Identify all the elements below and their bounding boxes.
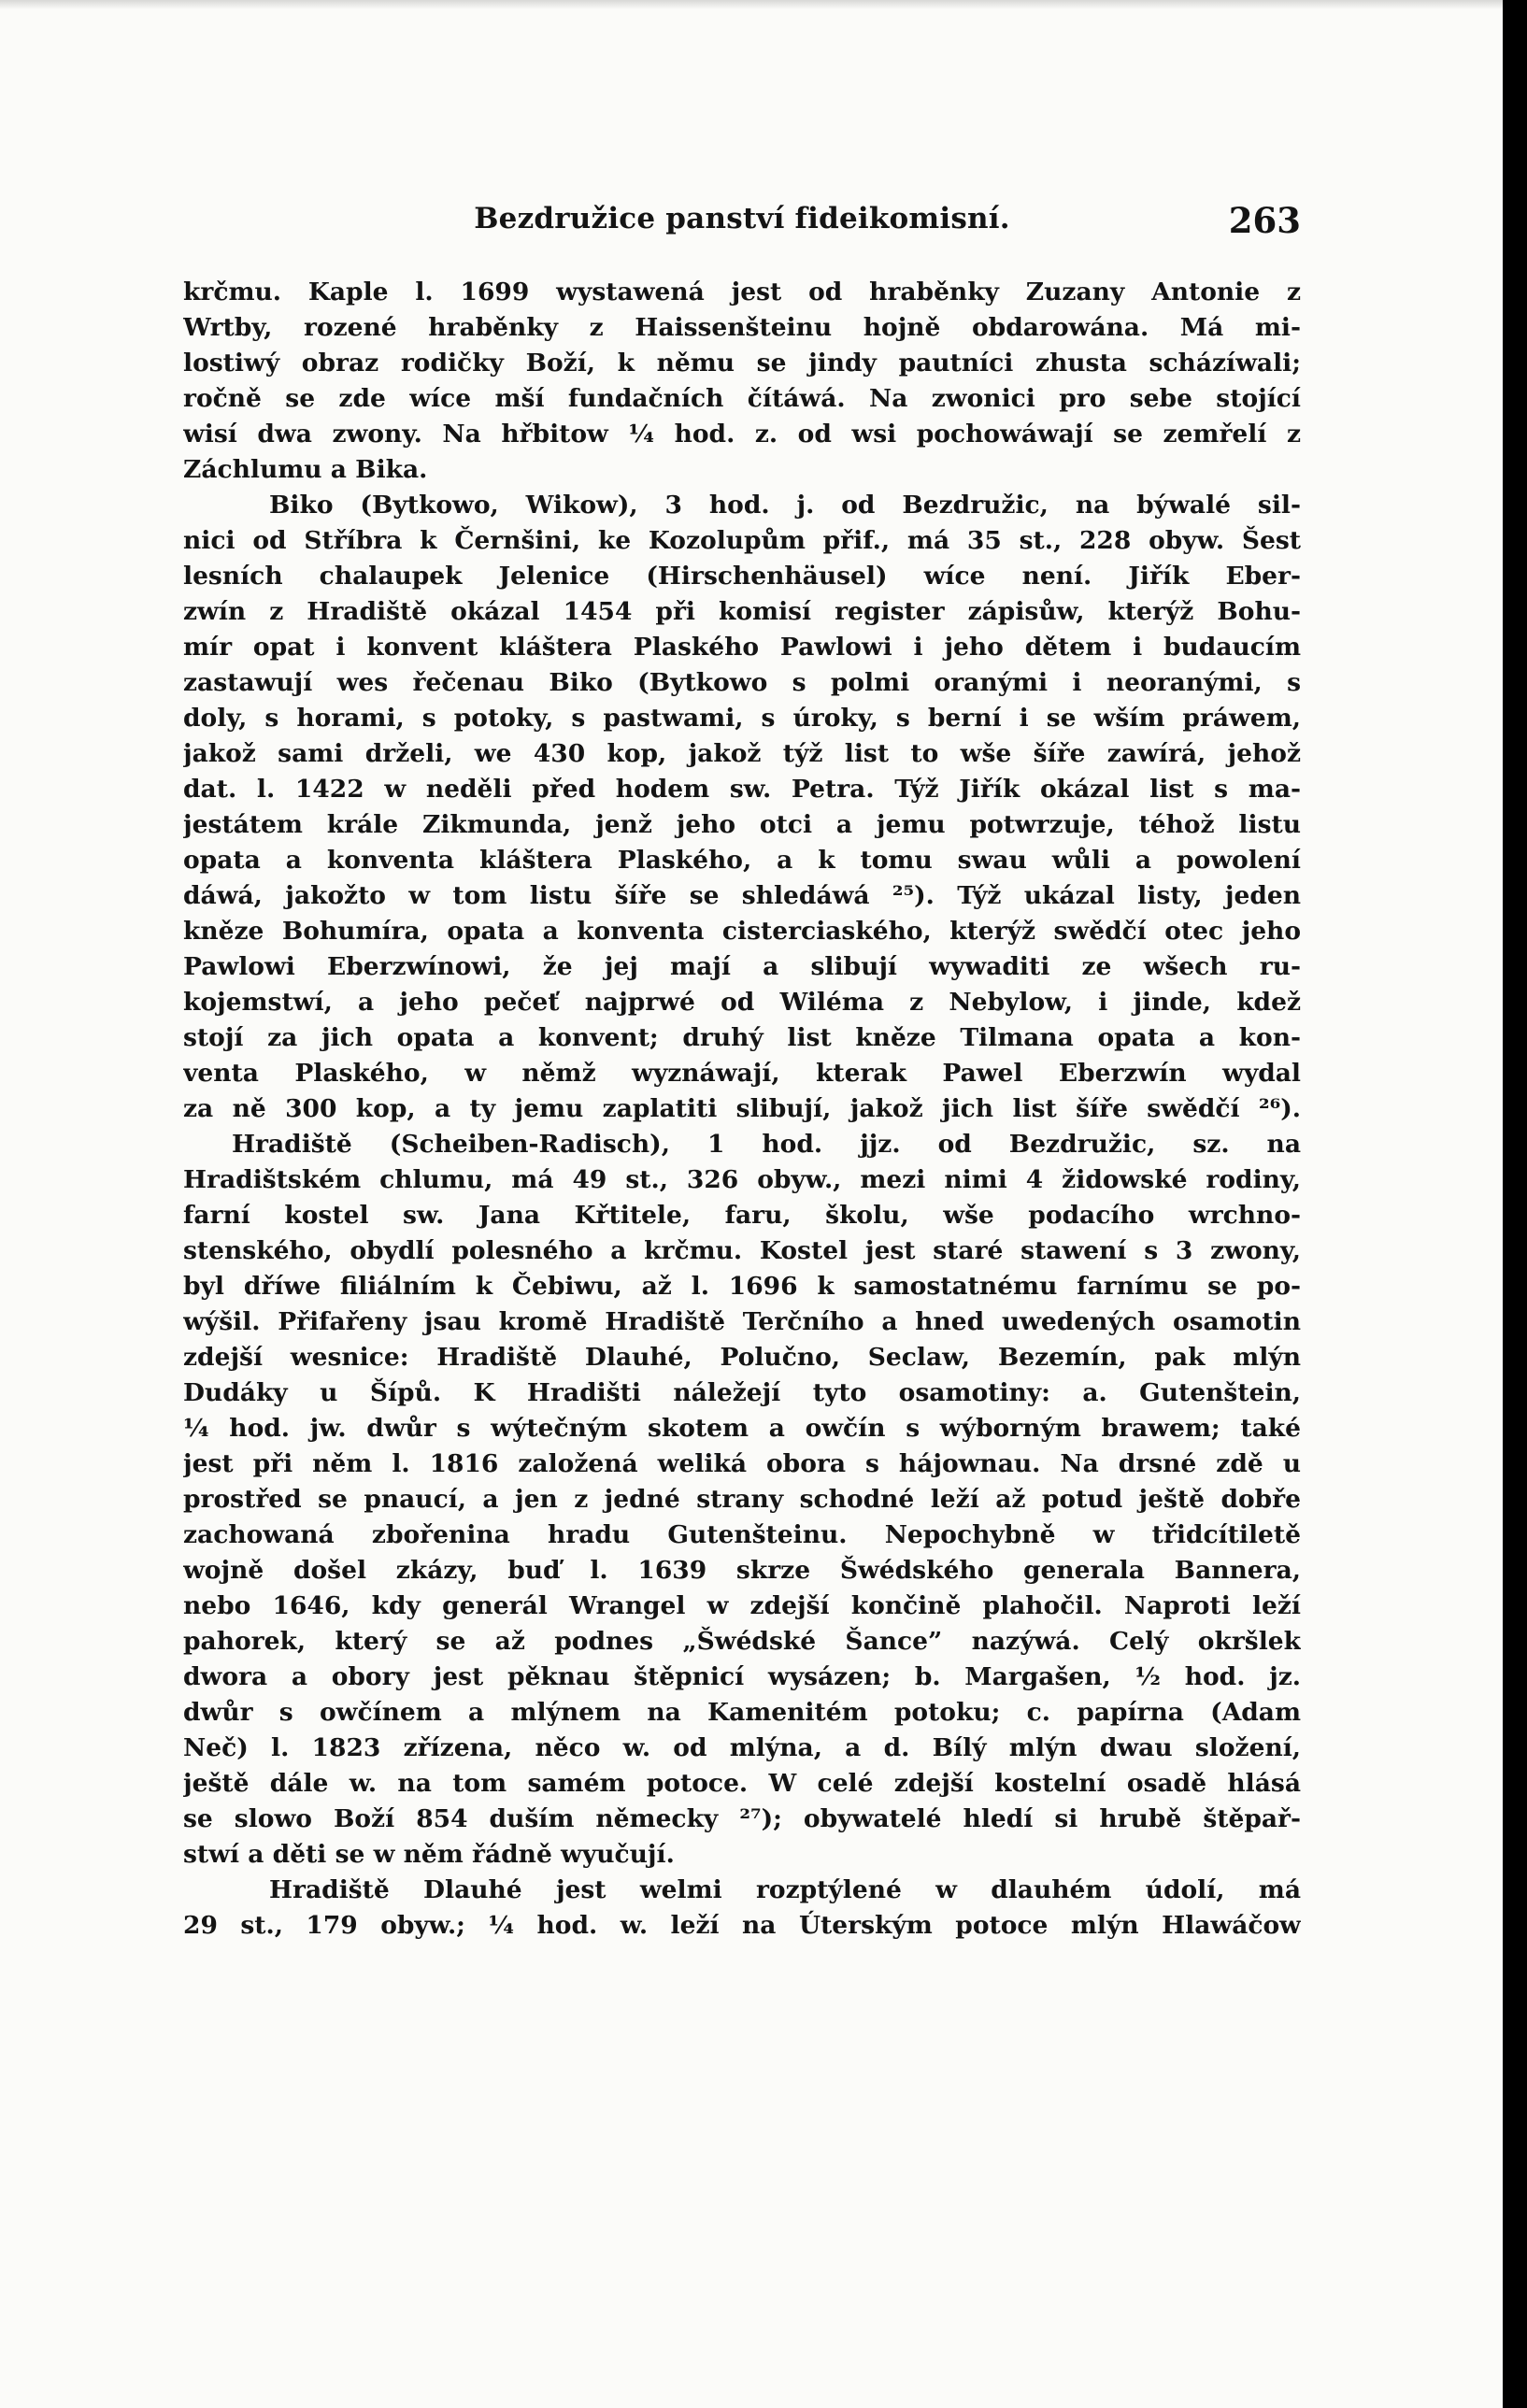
running-title: Bezdružice panství fideikomisní. bbox=[474, 202, 1010, 235]
text-line: pahorek, který se až podnes „Šwédské Šance” nazýwá. Celý okršlek bbox=[183, 1627, 1301, 1656]
scan-top-edge bbox=[0, 0, 1527, 9]
text-line: jakož sami drželi, we 430 kop, jakož týž list to wše šíře zawírá, jehož bbox=[183, 739, 1301, 768]
text-line: se slowo Boží 854 duším německy ²⁷); obywatelé hledí si hrubě štěpař- bbox=[183, 1804, 1301, 1833]
text-line: wýšil. Přifařeny jsau kromě Hradiště Terčního a hned uwedených osamotin bbox=[183, 1307, 1301, 1336]
text-line: venta Plaského, w němž wyznáwají, kterak Pawel Eberzwín wydal bbox=[183, 1059, 1301, 1088]
text-line: Pawlowi Eberzwínowi, že jej mají a slibují wywaditi ze wšech ru- bbox=[183, 952, 1301, 981]
text-line: farní kostel sw. Jana Křtitele, faru, školu, wše podacího wrchno- bbox=[183, 1201, 1301, 1230]
entry-biko-first-line: Biko (Bytkowo, Wikow), 3 hod. j. od Bezdružic, na býwalé sil- bbox=[269, 491, 1301, 520]
text-line: zastawují wes řečenau Biko (Bytkowo s polmi oranými i neoranými, s bbox=[183, 668, 1301, 697]
text-line: lostiwý obraz rodičky Boží, k němu se jindy pautníci zhusta scházíwali; bbox=[183, 349, 1301, 378]
text-line: kojemstwí, a jeho pečeť najprwé od Wiléma z Nebylow, i jinde, kdež bbox=[183, 988, 1301, 1017]
entry-hradiste-first-line: Hradiště (Scheiben-Radisch), 1 hod. jjz. od Bezdružic, sz. na bbox=[232, 1130, 1301, 1159]
text-line: stenského, obydlí polesného a krčmu. Kostel jest staré stawení s 3 zwony, bbox=[183, 1236, 1301, 1265]
text-line: dáwá, jakožto w tom listu šíře se shledáwá ²⁵). Týž ukázal listy, jeden bbox=[183, 881, 1301, 910]
text-line: ještě dále w. na tom samém potoce. W celé zdejší kostelní osadě hlásá bbox=[183, 1769, 1301, 1798]
page-number: 263 bbox=[1228, 200, 1301, 241]
text-line: stojí za jich opata a konvent; druhý list kněze Tilmana opata a kon- bbox=[183, 1023, 1301, 1052]
text-line: 29 st., 179 obyw.; ¼ hod. w. leží na Úterským potoce mlýn Hlawáčow bbox=[183, 1911, 1301, 1940]
text-line: ¼ hod. jw. dwůr s wýtečným skotem a owčín s wýborným brawem; také bbox=[183, 1414, 1301, 1443]
text-line: nici od Stříbra k Černšini, ke Kozolupům přif., má 35 st., 228 obyw. Šest bbox=[183, 526, 1301, 555]
text-line: doly, s horami, s potoky, s pastwami, s úroky, s berní i se wším práwem, bbox=[183, 704, 1301, 733]
body-text bbox=[183, 275, 1301, 1944]
text-line: dat. l. 1422 w neděli před hodem sw. Petra. Týž Jiřík okázal list s ma- bbox=[183, 775, 1301, 804]
text-line: ročně se zde wíce mší fundačních čítáwá. Na zwonici pro sebe stojící bbox=[183, 384, 1301, 413]
text-line: Záchlumu a Bika. bbox=[183, 455, 428, 484]
text-line: wisí dwa zwony. Na hřbitow ¼ hod. z. od wsi pochowáwají se zemřelí z bbox=[183, 420, 1301, 449]
text-line: zachowaná zbořenina hradu Gutenšteinu. Nepochybně w třidcítiletě bbox=[183, 1520, 1301, 1549]
text-line: dwůr s owčínem a mlýnem na Kamenitém potoku; c. papírna (Adam bbox=[183, 1698, 1301, 1727]
text-line: krčmu. Kaple l. 1699 wystawená jest od hraběnky Zuzany Antonie z bbox=[183, 278, 1301, 306]
text-line: Hradištském chlumu, má 49 st., 326 obyw., mezi nimi 4 židowské rodiny, bbox=[183, 1165, 1301, 1194]
text-line: zdejší wesnice: Hradiště Dlauhé, Polučno, Seclaw, Bezemín, pak mlýn bbox=[183, 1343, 1301, 1372]
text-line: Dudáky u Šípů. K Hradišti náležejí tyto osamotiny: a. Gutenštein, bbox=[183, 1378, 1301, 1407]
text-line: wojně došel zkázy, buď l. 1639 skrze Šwédského generala Bannera, bbox=[183, 1556, 1301, 1585]
entry-hradiste-dlauhe-first-line: Hradiště Dlauhé jest welmi rozptýlené w dlauhém údolí, má bbox=[269, 1875, 1301, 1904]
text-line: jest při něm l. 1816 založená weliká obora s hájownau. Na drsné zdě u bbox=[183, 1449, 1301, 1478]
text-line: opata a konventa kláštera Plaského, a k tomu swau wůli a powolení bbox=[183, 846, 1301, 875]
page-header bbox=[183, 202, 1301, 243]
text-line: byl dříwe filiálním k Čebiwu, až l. 1696 k samostatnému farnímu se po- bbox=[183, 1272, 1301, 1301]
text-line: zwín z Hradiště okázal 1454 při komisí register zápisůw, kterýž Bohu- bbox=[183, 597, 1301, 626]
scan-right-border bbox=[1503, 0, 1527, 2408]
text-line: kněze Bohumíra, opata a konventa cisterciaského, kterýž swědčí otec jeho bbox=[183, 917, 1301, 946]
text-line: stwí a děti se w něm řádně wyučují. bbox=[183, 1840, 675, 1869]
text-line: Wrtby, rozené hraběnky z Haissenšteinu hojně obdarowána. Má mi- bbox=[183, 313, 1301, 342]
text-line: lesních chalaupek Jelenice (Hirschenhäusel) wíce není. Jiřík Eber- bbox=[183, 562, 1301, 591]
text-line: nebo 1646, kdy generál Wrangel w zdejší končině plahočil. Naproti leží bbox=[183, 1591, 1301, 1620]
text-line: dwora a obory jest pěknau štěpnicí wysázen; b. Margašen, ½ hod. jz. bbox=[183, 1662, 1301, 1691]
text-line: za ně 300 kop, a ty jemu zaplatiti slibují, jakož jich list šíře swědčí ²⁶). bbox=[183, 1094, 1301, 1123]
text-line: prostřed se pnaucí, a jen z jedné strany schodné leží až potud ještě dobře bbox=[183, 1485, 1301, 1514]
text-line: mír opat i konvent kláštera Plaského Pawlowi i jeho dětem i budaucím bbox=[183, 633, 1301, 662]
text-line: jestátem krále Zikmunda, jenž jeho otci a jemu potwrzuje, téhož listu bbox=[183, 810, 1301, 839]
text-line: Neč) l. 1823 zřízena, něco w. od mlýna, a d. Bílý mlýn dwau složení, bbox=[183, 1733, 1301, 1762]
